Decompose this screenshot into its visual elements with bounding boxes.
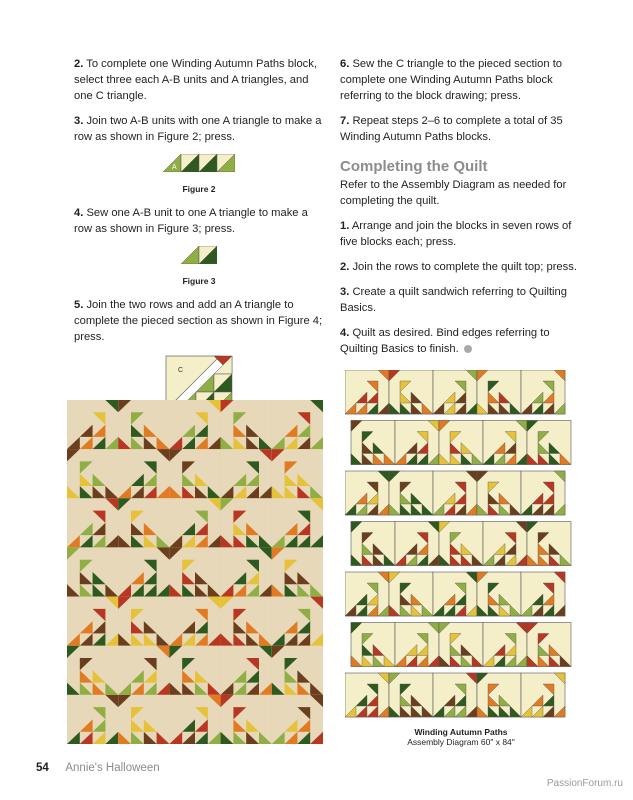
step-3: 3. Join two A-B units with one A triangle to make a row as shown in Figure 2; press. — [74, 115, 322, 143]
quilt-block — [67, 400, 118, 449]
publication-title: Annie's Halloween — [65, 762, 160, 774]
step-5: 5. Join the two rows and add an A triangle to complete the pieced section as shown in Figure 4; press. — [74, 299, 323, 343]
assembly-diagram — [345, 370, 577, 720]
block — [118, 498, 169, 547]
quilt-block — [169, 498, 220, 547]
quilt-block — [221, 547, 272, 596]
section-heading: Completing the Quilt — [340, 158, 488, 175]
quilt-block — [118, 400, 169, 449]
figure-3 — [74, 246, 324, 269]
quilt-block — [169, 646, 220, 695]
quilt-block — [67, 449, 118, 498]
assembly-caption — [345, 727, 577, 747]
quilt-block — [169, 547, 220, 596]
block — [221, 597, 272, 646]
section-intro: Refer to the Assembly Diagram as needed for completing the quilt. — [340, 179, 567, 207]
quilt-block — [272, 547, 323, 596]
figure-2-caption: Figure 2 — [182, 184, 216, 194]
quilt-block — [169, 400, 220, 449]
quilt-block — [169, 597, 220, 646]
quilt-block — [272, 498, 323, 547]
right-column — [340, 56, 585, 366]
quilt-block — [272, 597, 323, 646]
end-bullet-icon — [464, 345, 472, 353]
watermark: PassionForum.ru — [546, 778, 623, 789]
quilt-block — [67, 498, 118, 547]
quilt-block — [221, 498, 272, 547]
quilt-block — [118, 695, 169, 744]
figure-2 — [74, 154, 324, 177]
block — [118, 597, 169, 646]
quilt-block — [272, 400, 323, 449]
assembly-subtitle: Assembly Diagram 60" x 84" — [407, 737, 515, 747]
quilt-block — [118, 449, 169, 498]
quilt-block — [118, 597, 169, 646]
page-number: 54 — [36, 762, 49, 774]
quilt-block — [118, 646, 169, 695]
quilt-block — [221, 400, 272, 449]
quilt-block — [169, 695, 220, 744]
completing-step-4: 4. Quilt as desired. Bind edges referring to Quilting Basics to finish. — [340, 327, 550, 355]
figure-2-label: A — [172, 164, 177, 171]
quilt-block — [221, 646, 272, 695]
quilt-block — [221, 695, 272, 744]
quilt-block — [221, 597, 272, 646]
assembly-title: Winding Autumn Paths — [414, 727, 508, 737]
left-column — [74, 56, 324, 445]
quilt-block — [118, 498, 169, 547]
quilt-photo — [67, 400, 323, 744]
step-6: 6. Sew the C triangle to the pieced section to complete one Winding Autumn Paths block referring to the block drawing; press. — [340, 58, 563, 102]
quilt-block — [67, 646, 118, 695]
quilt-block — [169, 449, 220, 498]
completing-step-1: 1. Arrange and join the blocks in seven rows of five blocks each; press. — [340, 220, 572, 248]
step-7: 7. Repeat steps 2–6 to complete a total of 35 Winding Autumn Paths blocks. — [340, 115, 563, 143]
quilt-block — [221, 449, 272, 498]
quilt-block — [272, 449, 323, 498]
block — [272, 449, 323, 498]
completing-step-2: 2. Join the rows to complete the quilt top; press. — [340, 261, 577, 273]
step-2: 2. To complete one Winding Autumn Paths block, select three each A-B units and A triangles, and one C triangle. — [74, 58, 317, 102]
quilt-block — [67, 547, 118, 596]
figure-3-caption: Figure 3 — [182, 276, 216, 286]
block — [169, 449, 220, 498]
quilt-block — [67, 695, 118, 744]
quilt-block — [118, 547, 169, 596]
figure-4-label: C — [178, 367, 184, 374]
quilt-block — [67, 597, 118, 646]
step-4: 4. Sew one A-B unit to one A triangle to make a row as shown in Figure 3; press. — [74, 207, 308, 235]
block — [221, 498, 272, 547]
completing-step-3: 3. Create a quilt sandwich referring to Quilting Basics. — [340, 286, 567, 314]
quilt-block — [272, 695, 323, 744]
quilt-block — [272, 646, 323, 695]
block — [67, 449, 118, 498]
block — [118, 400, 169, 449]
page-footer — [36, 762, 160, 774]
